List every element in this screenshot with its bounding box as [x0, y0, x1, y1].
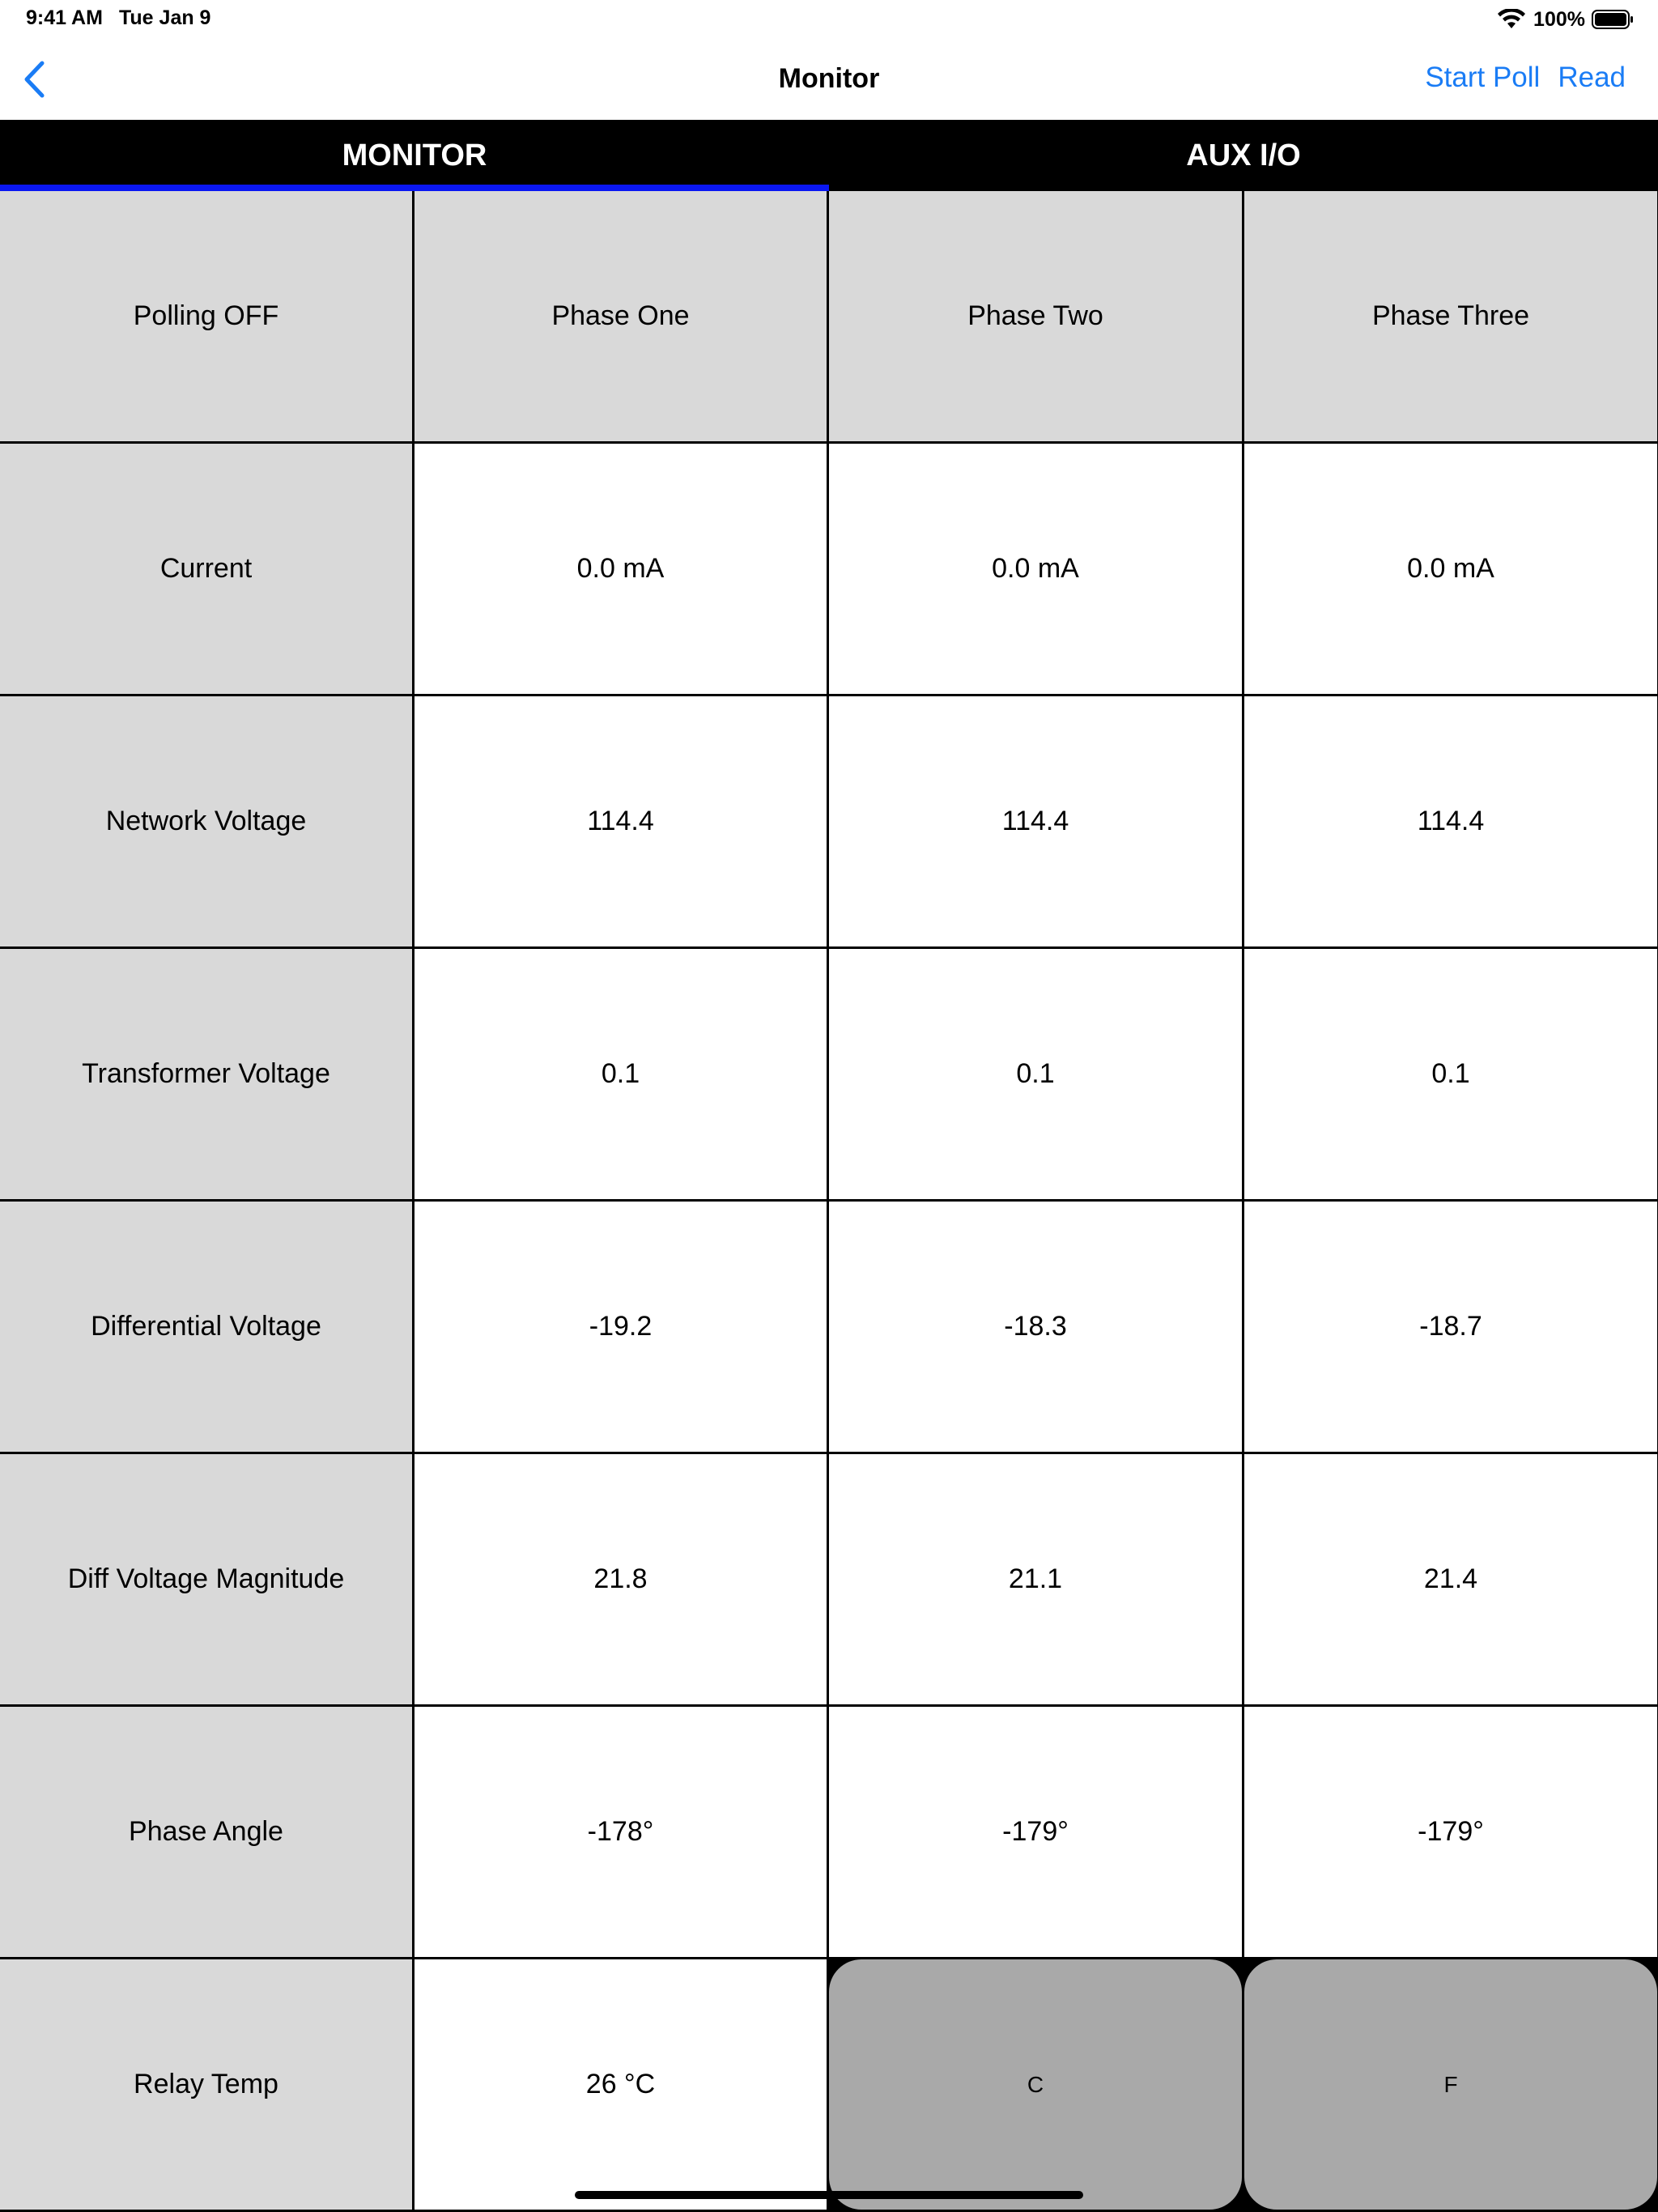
page-title: Monitor	[778, 63, 880, 94]
celsius-button[interactable]: C	[829, 1959, 1242, 2210]
row-label-diff-voltage-magnitude: Diff Voltage Magnitude	[0, 1454, 412, 1704]
transformer-voltage-phase-one: 0.1	[414, 949, 827, 1199]
differential-voltage-phase-one: -19.2	[414, 1202, 827, 1452]
phase-angle-phase-three: -179°	[1244, 1707, 1657, 1957]
selected-tab-indicator	[0, 185, 829, 191]
home-indicator	[575, 2191, 1083, 2199]
row-label-phase-angle: Phase Angle	[0, 1707, 412, 1957]
navigation-bar	[0, 39, 1658, 120]
polling-status: Polling OFF	[0, 191, 412, 441]
status-time: 9:41 AM	[26, 6, 103, 29]
column-header-phase-three: Phase Three	[1244, 191, 1657, 441]
row-label-differential-voltage: Differential Voltage	[0, 1202, 412, 1452]
network-voltage-phase-two: 114.4	[829, 696, 1242, 946]
current-phase-two: 0.0 mA	[829, 444, 1242, 694]
transformer-voltage-phase-two: 0.1	[829, 949, 1242, 1199]
battery-icon	[1592, 9, 1634, 30]
transformer-voltage-phase-three: 0.1	[1244, 949, 1657, 1199]
row-label-current: Current	[0, 444, 412, 694]
phase-angle-phase-one: -178°	[414, 1707, 827, 1957]
battery-percentage: 100%	[1533, 7, 1585, 31]
fahrenheit-button[interactable]: F	[1244, 1959, 1657, 2210]
current-phase-three: 0.0 mA	[1244, 444, 1657, 694]
status-bar	[0, 0, 1658, 39]
wifi-icon	[1498, 9, 1525, 30]
differential-voltage-phase-two: -18.3	[829, 1202, 1242, 1452]
read-button[interactable]: Read	[1558, 62, 1626, 93]
network-voltage-phase-one: 114.4	[414, 696, 827, 946]
nav-actions	[1407, 62, 1626, 94]
column-header-phase-two: Phase Two	[829, 191, 1242, 441]
row-label-relay-temp: Relay Temp	[0, 1959, 412, 2210]
phase-angle-phase-two: -179°	[829, 1707, 1242, 1957]
differential-voltage-phase-three: -18.7	[1244, 1202, 1657, 1452]
status-indicators	[1498, 6, 1634, 32]
row-label-network-voltage: Network Voltage	[0, 696, 412, 946]
column-header-phase-one: Phase One	[414, 191, 827, 441]
current-phase-one: 0.0 mA	[414, 444, 827, 694]
tab-monitor[interactable]	[0, 120, 829, 191]
diff-voltage-magnitude-phase-one: 21.8	[414, 1454, 827, 1704]
network-voltage-phase-three: 114.4	[1244, 696, 1657, 946]
start-poll-button[interactable]: Start Poll	[1425, 62, 1541, 93]
diff-voltage-magnitude-phase-two: 21.1	[829, 1454, 1242, 1704]
tab-aux-io[interactable]	[829, 120, 1658, 191]
diff-voltage-magnitude-phase-three: 21.4	[1244, 1454, 1657, 1704]
status-date: Tue Jan 9	[119, 6, 211, 29]
row-label-transformer-voltage: Transformer Voltage	[0, 949, 412, 1199]
monitor-table	[0, 191, 1658, 2212]
relay-temp-value: 26 °C	[414, 1959, 827, 2210]
tab-aux-io-label: AUX I/O	[1186, 138, 1301, 172]
tab-monitor-label: MONITOR	[342, 138, 487, 172]
tab-bar	[0, 120, 1658, 191]
